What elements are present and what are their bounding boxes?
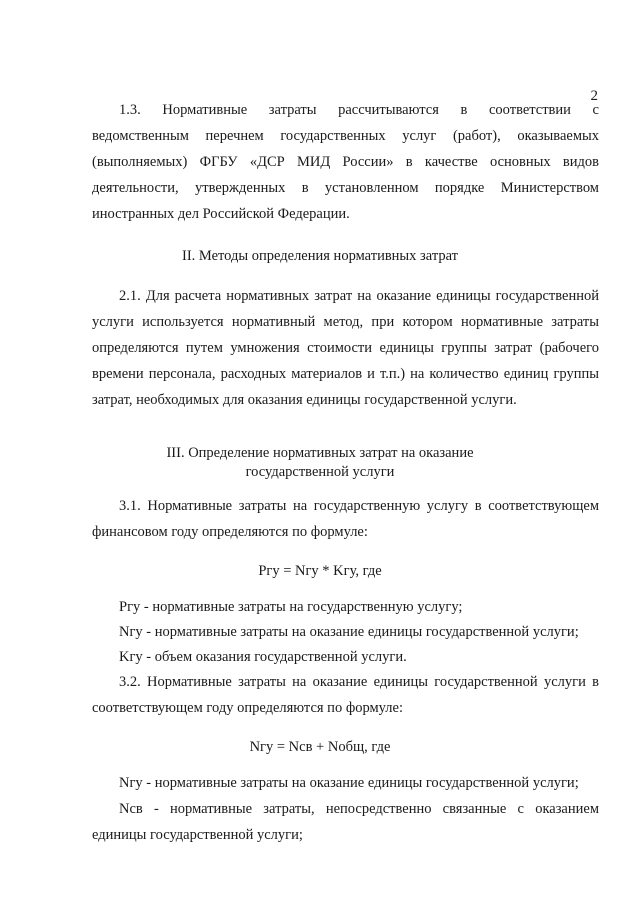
paragraph-2-1-line-5: затрат, необходимых для оказания единицы государственной услуги.: [92, 392, 517, 408]
paragraph-3-1-line-2: финансовом году определяются по формуле:: [92, 524, 368, 540]
paragraph-1-3-line-4: деятельности, утвержденных в установленном порядке Министерством: [92, 180, 599, 196]
paragraph-3-2-line-1: 3.2. Нормативные затраты на оказание единицы государственной услуги в: [119, 674, 599, 690]
definition-nsv-line-1: Nсв - нормативные затраты, непосредственно связанные с оказанием: [119, 801, 599, 817]
paragraph-2-1-line-2: услуги используется нормативный метод, при котором нормативные затраты: [92, 314, 599, 330]
section-3-heading-line-2: государственной услуги: [245, 464, 395, 480]
definition-kgu: Kгу - объем оказания государственной услуги.: [119, 649, 407, 665]
paragraph-1-3-line-3: (выполняемых) ФГБУ «ДСР МИД России» в качестве основных видов: [92, 154, 599, 170]
paragraph-2-1-line-3: определяются путем умножения стоимости единицы группы затрат (рабочего: [92, 340, 599, 356]
paragraph-3-1-line-1: 3.1. Нормативные затраты на государственную услугу в соответствующем: [119, 498, 599, 514]
formula-1: Ргу = Nгу * Kгу, где: [258, 563, 382, 579]
paragraph-1-3-line-1: 1.3. Нормативные затраты рассчитываются в соответствии с: [119, 102, 599, 118]
section-3-heading-line-1: III. Определение нормативных затрат на оказание: [166, 445, 474, 461]
page-number: 2: [590, 88, 598, 104]
paragraph-1-3-line-2: ведомственным перечнем государственных услуг (работ), оказываемых: [92, 128, 599, 144]
paragraph-2-1-line-4: времени персонала, расходных материалов и т.п.) на количество единиц группы: [92, 366, 599, 382]
paragraph-2-1-line-1: 2.1. Для расчета нормативных затрат на оказание единицы государственной: [119, 288, 599, 304]
paragraph-1-3-line-5: иностранных дел Российской Федерации.: [92, 206, 350, 222]
section-2-heading: II. Методы определения нормативных затрат: [181, 248, 459, 264]
definition-nsv-line-2: единицы государственной услуги;: [92, 827, 303, 843]
paragraph-3-2-line-2: соответствующем году определяются по формуле:: [92, 700, 403, 716]
definition-ngu-2: Nгу - нормативные затраты на оказание единицы государственной услуги;: [119, 775, 579, 791]
definition-ngu: Nгу - нормативные затраты на оказание единицы государственной услуги;: [119, 624, 579, 640]
definition-rgu: Ргу - нормативные затраты на государственную услугу;: [119, 599, 463, 615]
formula-2: Nгу = Nсв + Nобщ, где: [249, 739, 391, 755]
